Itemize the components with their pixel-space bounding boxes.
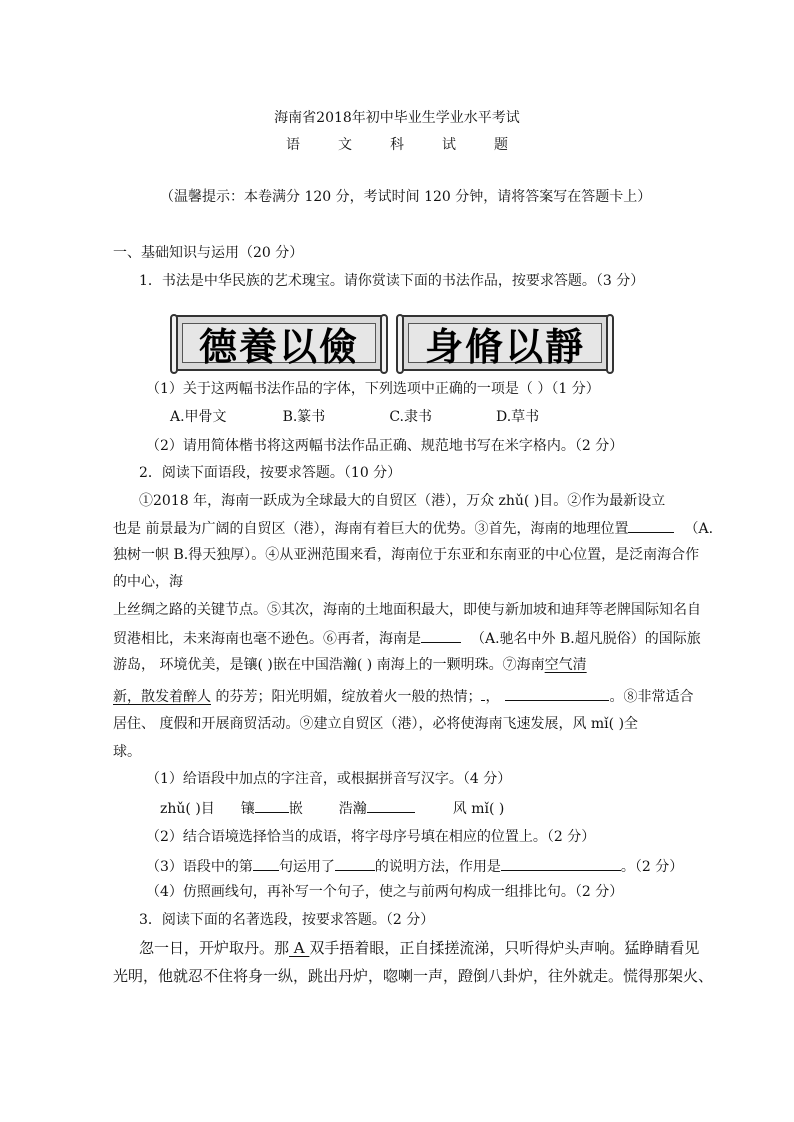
passage-line: 球。 (113, 744, 141, 760)
passage-text: 双手捂着眼，正自揉搓流涕，只听得炉头声响。猛睁睛看见 (309, 939, 700, 957)
q2-sub3 (146, 856, 683, 876)
answer-blank (367, 798, 415, 813)
passage-text: 也是 前景最为广阔的自贸区（港），海南有着巨大的优势。③首先，海南的地理位置 (113, 521, 629, 537)
underlined-sentence: 新，散发着醉人 (113, 689, 211, 705)
passage-line (139, 939, 699, 957)
answer-blank (421, 628, 461, 643)
q1-stem: 1．书法是中华民族的艺术瑰宝。请你赏读下面的书法作品，按要求答题。（3 分） (139, 273, 645, 289)
passage-line: 独树一帜 B.得天独厚）。④从亚洲范围来看，海南位于东亚和东南亚的中心位置，是泛南海合作 (113, 547, 700, 563)
passage-line (113, 518, 713, 538)
subject-char: 文 (338, 137, 352, 153)
calligraphy-right-text: 身脩以靜 (424, 323, 585, 369)
q2-stem: 2．阅读下面语段，按要求答题。（10 分） (139, 465, 402, 481)
answer-blank (335, 856, 375, 871)
subject-char: 试 (442, 137, 456, 153)
passage-line (113, 628, 701, 648)
question-text: 的说明方法，作用是 (374, 859, 501, 875)
q2-sub4: （4）仿照画线句，再补写一个句子，使之与前两句构成一组排比句。（2 分） (146, 884, 624, 900)
q2-sub1-items (160, 798, 504, 818)
passage-line: 的中心，海 (113, 574, 183, 590)
calligraphy-scroll-left (174, 315, 384, 371)
option-a: A.甲骨文 (170, 409, 227, 425)
passage-text: 游岛， 环境优美，是镶( )嵌在中国浩瀚( ) 南海上的一颗明珠。⑦海南 (113, 657, 545, 673)
option-c: C.隶书 (389, 409, 432, 425)
q1-sub2: （2）请用简体楷书将这两幅书法作品正确、规范地书写在米字格内。（2 分） (146, 438, 624, 454)
q2-sub2: （2）结合语境选择恰当的成语，将字母序号填在相应的位置上。（2 分） (146, 829, 596, 845)
exam-tip: （温馨提示：本卷满分 120 分，考试时间 120 分钟，请将答案写在答题卡上） (160, 189, 652, 205)
pinyin-item: 浩瀚 (338, 801, 367, 817)
passage-text: 。⑧非常适合 (609, 689, 694, 705)
calligraphy-text (402, 317, 608, 369)
answer-blank (255, 798, 289, 813)
answer-blank (253, 856, 279, 871)
subject-char: 题 (494, 137, 508, 153)
passage-text: 忽一日，开炉取丹。那 (139, 939, 290, 957)
calligraphy-left-text: 德養以儉 (198, 323, 359, 369)
answer-blank (628, 518, 674, 533)
option-d: D.草书 (495, 409, 540, 425)
question-text: （3）语段中的第 (146, 859, 253, 875)
subject-char: 语 (286, 137, 300, 153)
answer-blank (501, 856, 621, 871)
pinyin-item: 风 mǐ( ) (452, 801, 505, 817)
question-text: 。（2 分） (620, 859, 684, 875)
q3-stem: 3．阅读下面的名著选段，按要求答题。（2 分） (139, 912, 435, 928)
scroll-roller (606, 314, 614, 374)
section-heading: 一、基础知识与运用（20 分） (113, 245, 304, 261)
option-b: B.篆书 (282, 409, 326, 425)
passage-line (113, 656, 587, 674)
passage-text: （A.驰名中外 B.超凡脱俗）的国际旅 (471, 631, 701, 647)
underlined-sentence: 空气清 (544, 657, 587, 673)
subject-char: 科 (390, 137, 404, 153)
calligraphy-text (176, 317, 382, 369)
exam-title: 海南省2018年初中毕业生学业水平考试 (274, 110, 520, 126)
passage-line: 上丝绸之路的关键节点。⑤其次，海南的土地面积最大，即使与新加坡和迪拜等老牌国际知名自 (113, 602, 701, 618)
pinyin-item: 嵌 (288, 801, 303, 817)
answer-blank (505, 686, 609, 701)
passage-line: 光明，他就忍不住将身一纵，跳出丹炉，唿喇一声，蹬倒八卦炉，往外就走。慌得那架火、 (113, 967, 714, 985)
passage-line (113, 686, 693, 706)
q1-sub1: （1）关于这两幅书法作品的字体，下列选项中正确的一项是（ ）（1 分） (146, 381, 600, 397)
question-text: 句运用了 (278, 859, 335, 875)
passage-line: 居住、 度假和开展商贸活动。⑨建立自贸区（港），必将使海南飞速发展，风 mǐ( )全 (113, 716, 639, 732)
passage-text: （A. (684, 521, 714, 537)
passage-text: 的芬芳；阳光明媚，绽放着火一般的热情； (211, 689, 482, 705)
passage-text: 贸港相比，未来海南也毫不逊色。⑥再者，海南是 (113, 631, 421, 647)
subject-title (0, 134, 794, 154)
scroll-roller (380, 314, 388, 374)
q2-sub1: （1）给语段中加点的字注音，或根据拼音写汉字。（4 分） (146, 771, 512, 787)
pinyin-item: 镶 (240, 801, 255, 817)
passage-line: ①2018 年，海南一跃成为全球最大的自贸区（港），万众 zhǔ( )目。②作为最新设立 (139, 493, 666, 509)
calligraphy-scroll-right (400, 315, 610, 371)
answer-slot-a: A (289, 939, 310, 957)
pinyin-item: zhǔ( )目 (160, 801, 215, 817)
q1-options (170, 408, 539, 426)
passage-text: ， (485, 689, 500, 705)
